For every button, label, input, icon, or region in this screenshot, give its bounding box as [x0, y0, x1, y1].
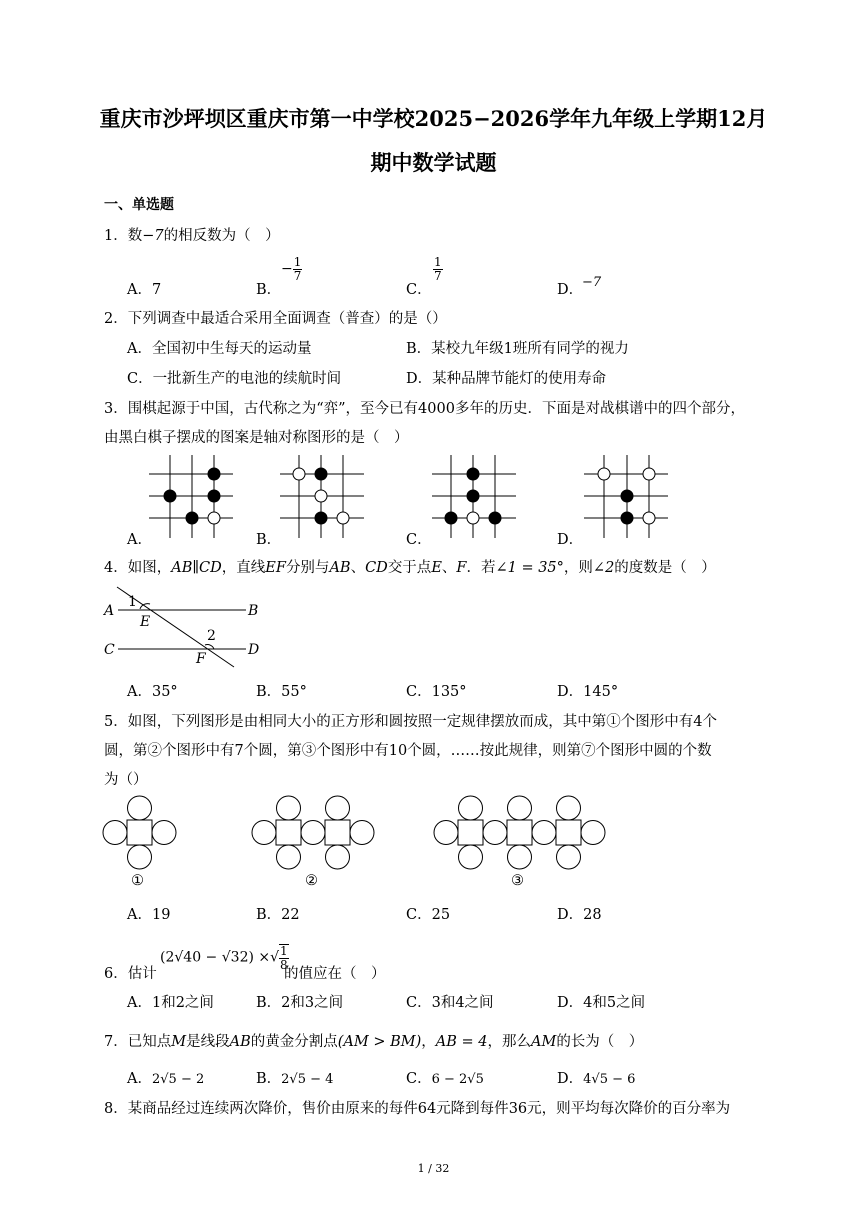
q5-option-b[interactable]: B．22: [256, 907, 300, 923]
q2-option-b[interactable]: B．某校九年级1班所有同学的视力: [406, 341, 629, 357]
q1-option-b-label[interactable]: B．: [256, 282, 282, 298]
page-title-line1: 重庆市沙坪坝区重庆市第一中学校2025−2026学年九年级上学期12月: [99, 106, 768, 131]
q1-option-c-label[interactable]: C．: [406, 282, 432, 298]
q1-option-d-value: −7: [582, 275, 602, 290]
q4-option-b[interactable]: B．55°: [256, 684, 307, 700]
q5-option-a[interactable]: A．19: [127, 907, 171, 923]
label-angle-2: 2: [207, 628, 216, 644]
question-5-stem-line3: 为（）: [104, 772, 148, 788]
q3-option-c[interactable]: C．: [406, 532, 432, 548]
label-B: B: [248, 603, 259, 619]
q2-option-a[interactable]: A．全国初中生每天的运动量: [127, 341, 312, 357]
q1-option-c-value: $\frac{1}{7}$: [434, 255, 442, 283]
question-5-stem-line2: 圆，第②个图形中有7个圆，第③个图形中有10个圆，……按此规律，则第⑦个图形中圆的个数: [104, 743, 712, 759]
q7-option-c[interactable]: C．6 − 2√5: [406, 1071, 484, 1087]
question-5-stem-line1: 5．如图，下列图形是由相同大小的正方形和圆按照一定规律摆放而成，其中第①个图形中有4个: [104, 714, 717, 730]
pattern-figure-2: [252, 796, 374, 869]
q7-option-d[interactable]: D．4√5 − 6: [557, 1071, 636, 1087]
q2-option-c[interactable]: C．一批新生产的电池的续航时间: [127, 371, 342, 387]
q6-option-c[interactable]: C．3和4之间: [406, 995, 494, 1011]
question-6-expression: (2√40 − √32) ×√ $\frac{1}{8}$: [160, 944, 288, 972]
q5-option-c[interactable]: C．25: [406, 907, 451, 923]
q2-option-d[interactable]: D．某种品牌节能灯的使用寿命: [406, 371, 607, 387]
pattern-figure-3: [434, 796, 605, 869]
q6-option-d[interactable]: D．4和5之间: [557, 995, 646, 1011]
figure-label-1: ①: [131, 873, 144, 889]
question-4-stem: 4．如图，AB∥CD，直线EF分别与AB、CD交于点E、F．若∠1 = 35°，则∠2的度数是（ ）: [104, 560, 716, 576]
question-7-stem: 7．已知点M是线段AB的黄金分割点(AM > BM)，AB = 4，那么AM的长为（ ）: [104, 1034, 644, 1050]
q1-option-a[interactable]: A．7: [127, 282, 162, 298]
label-D: D: [248, 642, 260, 658]
label-A: A: [104, 603, 115, 619]
q1-option-d-label[interactable]: D．: [557, 282, 584, 298]
q7-option-a[interactable]: A．2√5 − 2: [127, 1071, 205, 1087]
question-3-stem-line1: 3．围棋起源于中国，古代称之为“弈”，至今已有4000多年的历史．下面是对战棋谱中的四个部分，: [104, 401, 745, 417]
question-6-suffix: 的值应在（ ）: [284, 966, 386, 982]
pattern-figure-1: [103, 796, 176, 869]
page-number: 1 / 32: [417, 1162, 450, 1175]
q3-option-b[interactable]: B．: [256, 532, 282, 548]
q4-option-a[interactable]: A．35°: [127, 684, 178, 700]
q4-option-c[interactable]: C．135°: [406, 684, 467, 700]
section-heading: 一、单选题: [104, 197, 174, 213]
label-angle-1: 1: [128, 594, 137, 610]
page-title-line2: 期中数学试题: [370, 150, 497, 175]
q6-option-b[interactable]: B．2和3之间: [256, 995, 344, 1011]
question-1-stem: 1．数−7的相反数为（ ）: [104, 228, 280, 244]
question-3-stem-line2: 由黑白棋子摆成的图案是轴对称图形的是（ ）: [104, 430, 409, 446]
q3-option-a[interactable]: A．: [127, 532, 152, 548]
question-6-prefix: 6．估计: [104, 966, 157, 982]
question-2-stem: 2．下列调查中最适合采用全面调查（普查）的是（）: [104, 311, 447, 327]
q3-option-d[interactable]: D．: [557, 532, 584, 548]
q1-option-b-value: − $\frac{1}{7}$: [281, 255, 302, 283]
q5-option-d[interactable]: D．28: [557, 907, 602, 923]
label-C: C: [104, 642, 115, 658]
figure-label-3: ③: [511, 873, 524, 889]
question-8-stem: 8．某商品经过连续两次降价，售价由原来的每件64元降到每件36元，则平均每次降价的百分率为: [104, 1101, 731, 1117]
figure-label-2: ②: [305, 873, 318, 889]
q7-option-b[interactable]: B．2√5 − 4: [256, 1071, 334, 1087]
q4-option-d[interactable]: D．145°: [557, 684, 619, 700]
label-E: E: [140, 614, 151, 630]
q6-option-a[interactable]: A．1和2之间: [127, 995, 214, 1011]
label-F: F: [196, 651, 206, 667]
